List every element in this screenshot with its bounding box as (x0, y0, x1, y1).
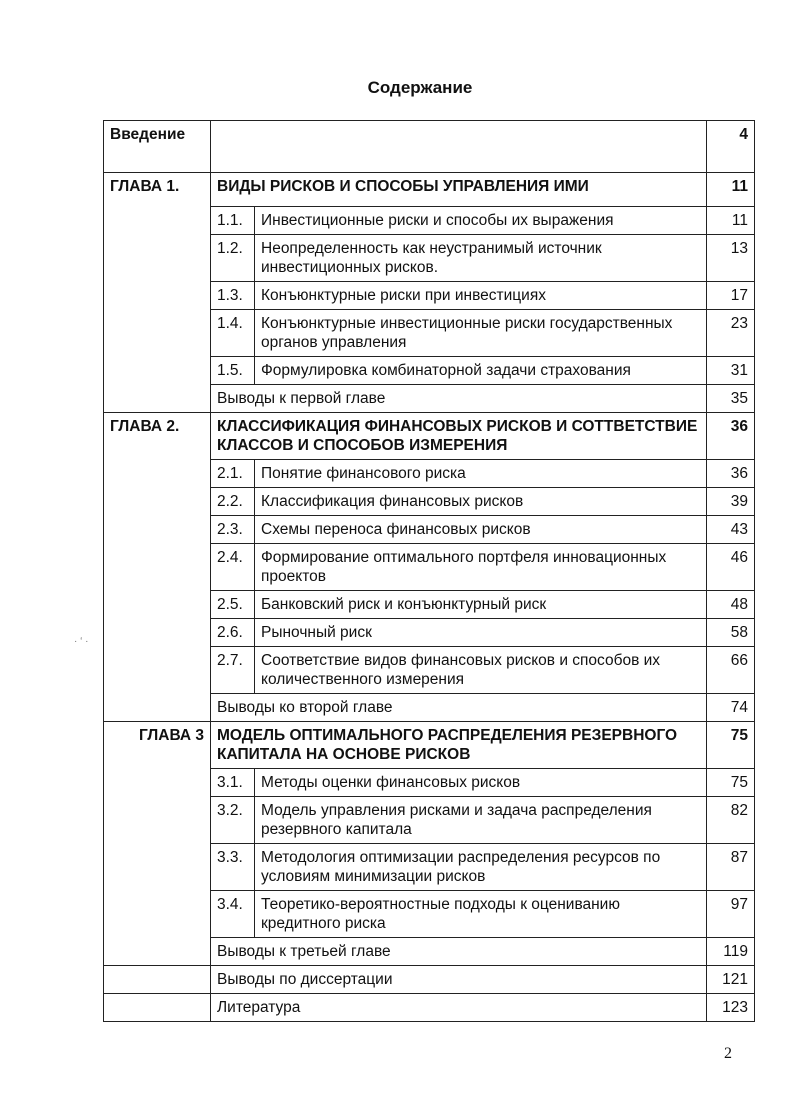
conclusion-title: Выводы к третьей главе (211, 938, 707, 966)
chapter-title: ВИДЫ РИСКОВ И СПОСОБЫ УПРАВЛЕНИЯ ИМИ (211, 173, 707, 207)
conclusion-title: Выводы ко второй главе (211, 694, 707, 722)
section-title: Рыночный риск (255, 619, 707, 647)
section-page: 97 (707, 891, 755, 938)
section-page: 87 (707, 844, 755, 891)
chapter-title: КЛАССИФИКАЦИЯ ФИНАНСОВЫХ РИСКОВ И СОТТВЕТСТВИЕ КЛАССОВ И СПОСОБОВ ИЗМЕРЕНИЯ (211, 413, 707, 460)
closing-row (104, 994, 755, 1022)
conclusion-page: 119 (707, 938, 755, 966)
section-row (104, 310, 755, 357)
section-number: 2.6. (211, 619, 255, 647)
chapter-page: 11 (707, 173, 755, 207)
section-row (104, 282, 755, 310)
chapter-spacer-cell (104, 282, 211, 310)
section-title: Формулировка комбинаторной задачи страхования (255, 357, 707, 385)
chapter-spacer-cell (104, 938, 211, 966)
page-title: Содержание (367, 78, 473, 97)
section-page: 36 (707, 460, 755, 488)
section-number: 3.1. (211, 769, 255, 797)
section-row (104, 591, 755, 619)
section-page: 13 (707, 235, 755, 282)
section-row (104, 207, 755, 235)
chapter-label: ГЛАВА 1. (104, 173, 211, 207)
section-title: Схемы переноса финансовых рисков (255, 516, 707, 544)
conclusion-page: 35 (707, 385, 755, 413)
conclusion-title: Выводы к первой главе (211, 385, 707, 413)
section-number: 2.7. (211, 647, 255, 694)
section-title: Методология оптимизации распределения ресурсов по условиям минимизации рисков (255, 844, 707, 891)
section-title: Классификация финансовых рисков (255, 488, 707, 516)
closing-title: Литература (211, 994, 707, 1022)
section-title: Соответствие видов финансовых рисков и способов их количественного измерения (255, 647, 707, 694)
chapter-spacer-cell (104, 207, 211, 235)
closing-title: Выводы по диссертации (211, 966, 707, 994)
page-number: 2 (724, 1045, 732, 1062)
empty-cell (104, 966, 211, 994)
section-title: Модель управления рисками и задача распределения резервного капитала (255, 797, 707, 844)
section-number: 3.3. (211, 844, 255, 891)
intro-label: Введение (104, 121, 211, 173)
section-number: 3.2. (211, 797, 255, 844)
section-page: 23 (707, 310, 755, 357)
chapter-row (104, 173, 755, 207)
chapter-spacer-cell (104, 235, 211, 282)
section-number: 1.1. (211, 207, 255, 235)
closing-page: 121 (707, 966, 755, 994)
section-page: 39 (707, 488, 755, 516)
chapter-spacer-cell (104, 694, 211, 722)
chapter-spacer-cell (104, 385, 211, 413)
section-number: 2.1. (211, 460, 255, 488)
chapter-spacer-cell (104, 357, 211, 385)
section-number: 2.5. (211, 591, 255, 619)
section-row (104, 769, 755, 797)
section-number: 1.4. (211, 310, 255, 357)
closing-page: 123 (707, 994, 755, 1022)
empty-cell (104, 994, 211, 1022)
section-page: 17 (707, 282, 755, 310)
section-page: 46 (707, 544, 755, 591)
section-row (104, 844, 755, 891)
conclusion-row (104, 938, 755, 966)
chapter-spacer-cell (104, 488, 211, 516)
conclusion-row (104, 694, 755, 722)
chapter-spacer-cell (104, 460, 211, 488)
chapter-spacer-cell (104, 797, 211, 844)
section-page: 82 (707, 797, 755, 844)
section-page: 31 (707, 357, 755, 385)
section-number: 2.2. (211, 488, 255, 516)
section-title: Неопределенность как неустранимый источник инвестиционных рисков. (255, 235, 707, 282)
section-number: 1.5. (211, 357, 255, 385)
section-number: 3.4. (211, 891, 255, 938)
section-page: 43 (707, 516, 755, 544)
chapter-page: 75 (707, 722, 755, 769)
section-title: Формирование оптимального портфеля инновационных проектов (255, 544, 707, 591)
section-title: Методы оценки финансовых рисков (255, 769, 707, 797)
section-page: 58 (707, 619, 755, 647)
chapter-spacer-cell (104, 516, 211, 544)
chapter-spacer-cell (104, 647, 211, 694)
table-of-contents (103, 120, 755, 1022)
closing-row (104, 966, 755, 994)
section-number: 2.3. (211, 516, 255, 544)
section-row (104, 357, 755, 385)
section-row (104, 516, 755, 544)
section-row (104, 619, 755, 647)
section-page: 75 (707, 769, 755, 797)
section-number: 1.3. (211, 282, 255, 310)
chapter-spacer-cell (104, 769, 211, 797)
section-row (104, 797, 755, 844)
chapter-label: ГЛАВА 2. (104, 413, 211, 460)
section-row (104, 544, 755, 591)
section-page: 11 (707, 207, 755, 235)
section-page: 66 (707, 647, 755, 694)
section-row (104, 891, 755, 938)
section-number: 2.4. (211, 544, 255, 591)
toc-row-intro (104, 121, 755, 173)
conclusion-page: 74 (707, 694, 755, 722)
section-row (104, 488, 755, 516)
section-page: 48 (707, 591, 755, 619)
chapter-spacer-cell (104, 844, 211, 891)
section-title: Банковский риск и конъюнктурный риск (255, 591, 707, 619)
scan-speck: · ‘ · (74, 636, 89, 647)
chapter-page: 36 (707, 413, 755, 460)
chapter-title: МОДЕЛЬ ОПТИМАЛЬНОГО РАСПРЕДЕЛЕНИЯ РЕЗЕРВНОГО КАПИТАЛА НА ОСНОВЕ РИСКОВ (211, 722, 707, 769)
chapter-spacer-cell (104, 544, 211, 591)
chapter-row (104, 413, 755, 460)
section-title: Конъюнктурные инвестиционные риски государственных органов управления (255, 310, 707, 357)
section-row (104, 460, 755, 488)
conclusion-row (104, 385, 755, 413)
intro-page: 4 (707, 121, 755, 173)
chapter-spacer-cell (104, 619, 211, 647)
section-title: Инвестиционные риски и способы их выражения (255, 207, 707, 235)
section-title: Понятие финансового риска (255, 460, 707, 488)
chapter-spacer-cell (104, 591, 211, 619)
section-title: Конъюнктурные риски при инвестициях (255, 282, 707, 310)
chapter-row (104, 722, 755, 769)
section-title: Теоретико-вероятностные подходы к оцениванию кредитного риска (255, 891, 707, 938)
chapter-label: ГЛАВА 3 (104, 722, 211, 769)
intro-spacer (211, 121, 707, 173)
section-row (104, 647, 755, 694)
chapter-spacer-cell (104, 891, 211, 938)
section-row (104, 235, 755, 282)
chapter-spacer-cell (104, 310, 211, 357)
section-number: 1.2. (211, 235, 255, 282)
